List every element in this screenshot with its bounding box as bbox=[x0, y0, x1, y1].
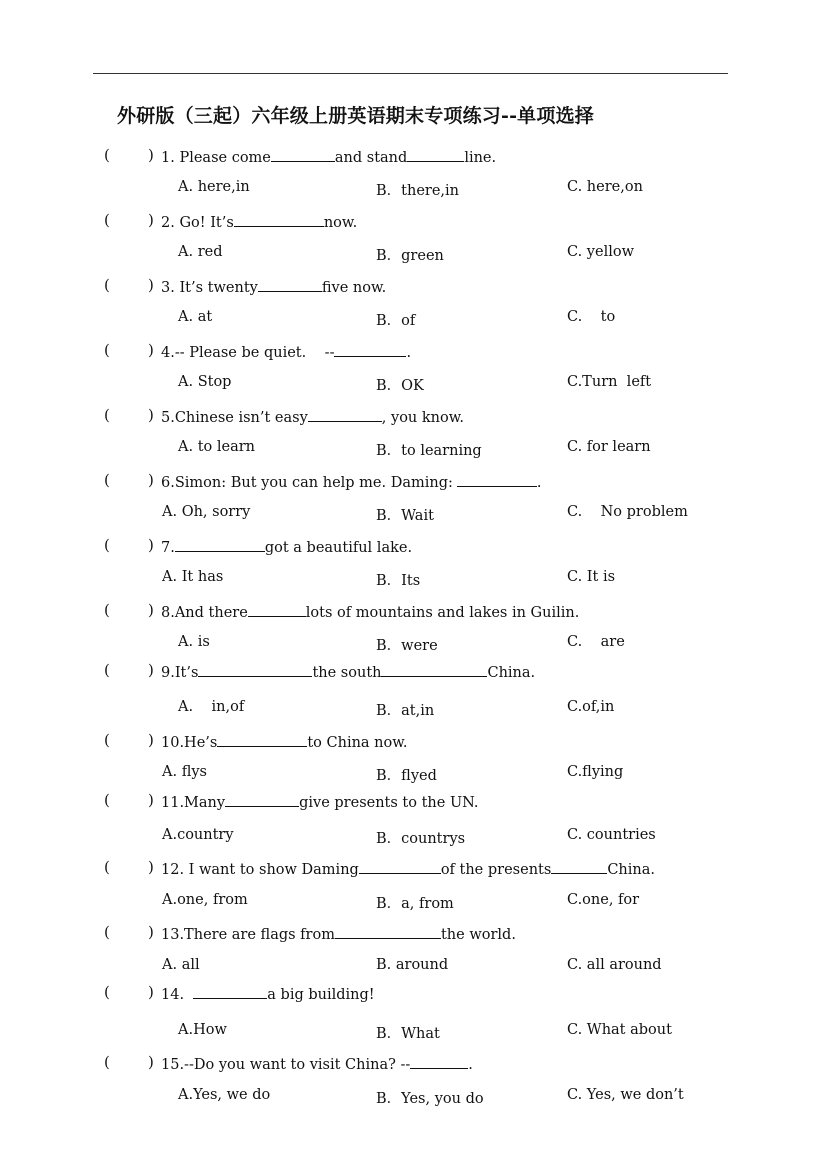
option-c: C.one, for bbox=[567, 892, 640, 908]
question-stem bbox=[161, 1054, 473, 1073]
stem-text: line. bbox=[464, 150, 497, 166]
stem-text: now. bbox=[323, 215, 358, 231]
option-a: A. Oh, sorry bbox=[162, 504, 251, 520]
answer-bracket: ( ) bbox=[104, 601, 154, 619]
stem-text: China. bbox=[607, 862, 655, 878]
option-c: C. are bbox=[567, 634, 625, 650]
answer-blank bbox=[198, 662, 312, 677]
answer-blank bbox=[175, 537, 265, 552]
question-8 bbox=[0, 601, 827, 625]
question-12 bbox=[0, 858, 827, 882]
stem-text: got a beautiful lake. bbox=[264, 540, 413, 556]
answer-blank bbox=[234, 212, 324, 227]
question-3 bbox=[0, 276, 827, 300]
stem-text: . bbox=[536, 475, 542, 491]
answer-blank bbox=[381, 662, 487, 677]
stem-text: 1. Please come bbox=[161, 150, 271, 166]
option-a: A.Yes, we do bbox=[178, 1087, 271, 1103]
stem-text: China. bbox=[487, 665, 536, 681]
option-c: C. countries bbox=[567, 827, 656, 843]
option-c: C.Turn left bbox=[567, 374, 652, 390]
answer-blank bbox=[457, 472, 537, 487]
option-a: A. all bbox=[162, 957, 200, 973]
option-a: A. Stop bbox=[178, 374, 232, 390]
answer-blank bbox=[225, 792, 299, 807]
answer-bracket: ( ) bbox=[104, 661, 154, 679]
question-15 bbox=[0, 1053, 827, 1077]
option-b: B．countrys bbox=[376, 831, 466, 847]
question-stem bbox=[161, 342, 411, 361]
answer-bracket: ( ) bbox=[104, 406, 154, 424]
option-a: A.How bbox=[178, 1022, 227, 1038]
stem-text: 13.There are flags from bbox=[161, 927, 335, 943]
stem-text: . bbox=[468, 1057, 473, 1073]
stem-text: the south bbox=[312, 665, 382, 681]
stem-text: a big building! bbox=[267, 987, 375, 1003]
answer-bracket: ( ) bbox=[104, 923, 154, 941]
option-b: B．green bbox=[376, 248, 444, 264]
stem-text: of the presents bbox=[440, 862, 552, 878]
option-a: A. flys bbox=[162, 764, 207, 780]
stem-text: 8.And there bbox=[161, 605, 248, 621]
answer-bracket: ( ) bbox=[104, 146, 154, 164]
option-a: A. to learn bbox=[178, 439, 255, 455]
answer-blank bbox=[217, 732, 307, 747]
option-b: B．What bbox=[376, 1026, 440, 1042]
answer-bracket: ( ) bbox=[104, 858, 154, 876]
question-10 bbox=[0, 731, 827, 755]
answer-blank bbox=[407, 147, 464, 162]
answer-blank bbox=[258, 277, 322, 292]
option-c: C. What about bbox=[567, 1022, 672, 1038]
question-7 bbox=[0, 536, 827, 560]
option-c: C. Yes, we don’t bbox=[567, 1087, 684, 1103]
stem-text: 2. Go! It’s bbox=[161, 215, 234, 231]
option-a: A. It has bbox=[162, 569, 224, 585]
option-b: B．of bbox=[376, 313, 416, 329]
stem-text: 15.--Do you want to visit China? -- bbox=[161, 1057, 411, 1073]
option-a: A.country bbox=[162, 827, 234, 843]
question-stem bbox=[161, 662, 535, 681]
stem-text: 9.It’s bbox=[161, 665, 199, 681]
question-stem bbox=[161, 732, 408, 751]
option-a: A. here,in bbox=[178, 179, 250, 195]
answer-blank bbox=[335, 924, 441, 939]
answer-blank bbox=[248, 602, 306, 617]
question-6 bbox=[0, 471, 827, 495]
answer-bracket: ( ) bbox=[104, 276, 154, 294]
option-c: C.of,in bbox=[567, 699, 615, 715]
option-b: B．there,in bbox=[376, 183, 459, 199]
option-c: C.flying bbox=[567, 764, 624, 780]
answer-bracket: ( ) bbox=[104, 791, 154, 809]
question-4 bbox=[0, 341, 827, 365]
answer-blank bbox=[193, 984, 267, 999]
question-stem bbox=[161, 277, 386, 296]
stem-text: and stand bbox=[334, 150, 408, 166]
answer-bracket: ( ) bbox=[104, 731, 154, 749]
stem-text: , you know. bbox=[381, 410, 465, 426]
answer-blank bbox=[308, 407, 382, 422]
page-title: 外研版（三起）六年级上册英语期末专项练习--单项选择 bbox=[117, 105, 594, 127]
answer-blank bbox=[410, 1054, 468, 1069]
option-c: C. for learn bbox=[567, 439, 651, 455]
option-a: A. in,of bbox=[178, 699, 245, 715]
answer-bracket: ( ) bbox=[104, 983, 154, 1001]
question-1 bbox=[0, 146, 827, 170]
question-stem bbox=[161, 602, 579, 621]
option-c: C. to bbox=[567, 309, 616, 325]
option-a: A.one, from bbox=[162, 892, 248, 908]
option-b: B．Its bbox=[376, 573, 421, 589]
option-b: B．a, from bbox=[376, 896, 454, 912]
question-stem bbox=[161, 212, 357, 231]
option-b: B. around bbox=[376, 957, 449, 973]
option-b: B．flyed bbox=[376, 768, 437, 784]
question-stem bbox=[161, 407, 464, 426]
question-stem bbox=[161, 537, 412, 556]
stem-text: 10.He’s bbox=[161, 735, 218, 751]
question-stem bbox=[161, 147, 496, 166]
answer-bracket: ( ) bbox=[104, 471, 154, 489]
option-b: B．OK bbox=[376, 378, 424, 394]
question-stem bbox=[161, 472, 542, 491]
answer-blank bbox=[271, 147, 335, 162]
answer-bracket: ( ) bbox=[104, 341, 154, 359]
stem-text: 11.Many bbox=[161, 795, 226, 811]
question-stem bbox=[161, 924, 516, 943]
stem-text: 7. bbox=[161, 540, 175, 556]
stem-text: . bbox=[406, 345, 412, 361]
question-stem bbox=[161, 792, 479, 811]
stem-text: 12. I want to show Daming bbox=[161, 862, 359, 878]
stem-text: the world. bbox=[440, 927, 516, 943]
stem-text: five now. bbox=[321, 280, 387, 296]
answer-bracket: ( ) bbox=[104, 1053, 154, 1071]
stem-text: 4.-- Please be quiet. -- bbox=[161, 345, 335, 361]
option-c: C. No problem bbox=[567, 504, 688, 520]
option-b: B．at,in bbox=[376, 703, 435, 719]
stem-text: give presents to the UN. bbox=[299, 795, 479, 811]
answer-bracket: ( ) bbox=[104, 211, 154, 229]
option-b: B．to learning bbox=[376, 443, 482, 459]
question-2 bbox=[0, 211, 827, 235]
question-stem bbox=[161, 859, 655, 878]
stem-text: lots of mountains and lakes in Guilin. bbox=[305, 605, 580, 621]
option-a: A. at bbox=[178, 309, 213, 325]
stem-text: 6.Simon: But you can help me. Daming: bbox=[161, 475, 453, 491]
option-b: B．Yes, you do bbox=[376, 1091, 484, 1107]
question-11 bbox=[0, 791, 827, 815]
stem-text: 14. bbox=[161, 987, 194, 1003]
option-c: C. here,on bbox=[567, 179, 643, 195]
option-a: A. is bbox=[178, 634, 210, 650]
stem-text: 3. It’s twenty bbox=[161, 280, 258, 296]
question-stem bbox=[161, 984, 375, 1003]
answer-blank bbox=[551, 859, 607, 874]
question-9 bbox=[0, 661, 827, 685]
question-5 bbox=[0, 406, 827, 430]
option-c: C. all around bbox=[567, 957, 662, 973]
answer-bracket: ( ) bbox=[104, 536, 154, 554]
header-rule bbox=[93, 73, 728, 74]
option-c: C. It is bbox=[567, 569, 616, 585]
stem-text: 5.Chinese isn’t easy bbox=[161, 410, 308, 426]
stem-text: to China now. bbox=[307, 735, 408, 751]
option-c: C. yellow bbox=[567, 244, 634, 260]
answer-blank bbox=[334, 342, 406, 357]
answer-blank bbox=[359, 859, 441, 874]
question-14 bbox=[0, 983, 827, 1007]
option-a: A. red bbox=[178, 244, 223, 260]
option-b: B．Wait bbox=[376, 508, 434, 524]
option-b: B．were bbox=[376, 638, 438, 654]
question-13 bbox=[0, 923, 827, 947]
